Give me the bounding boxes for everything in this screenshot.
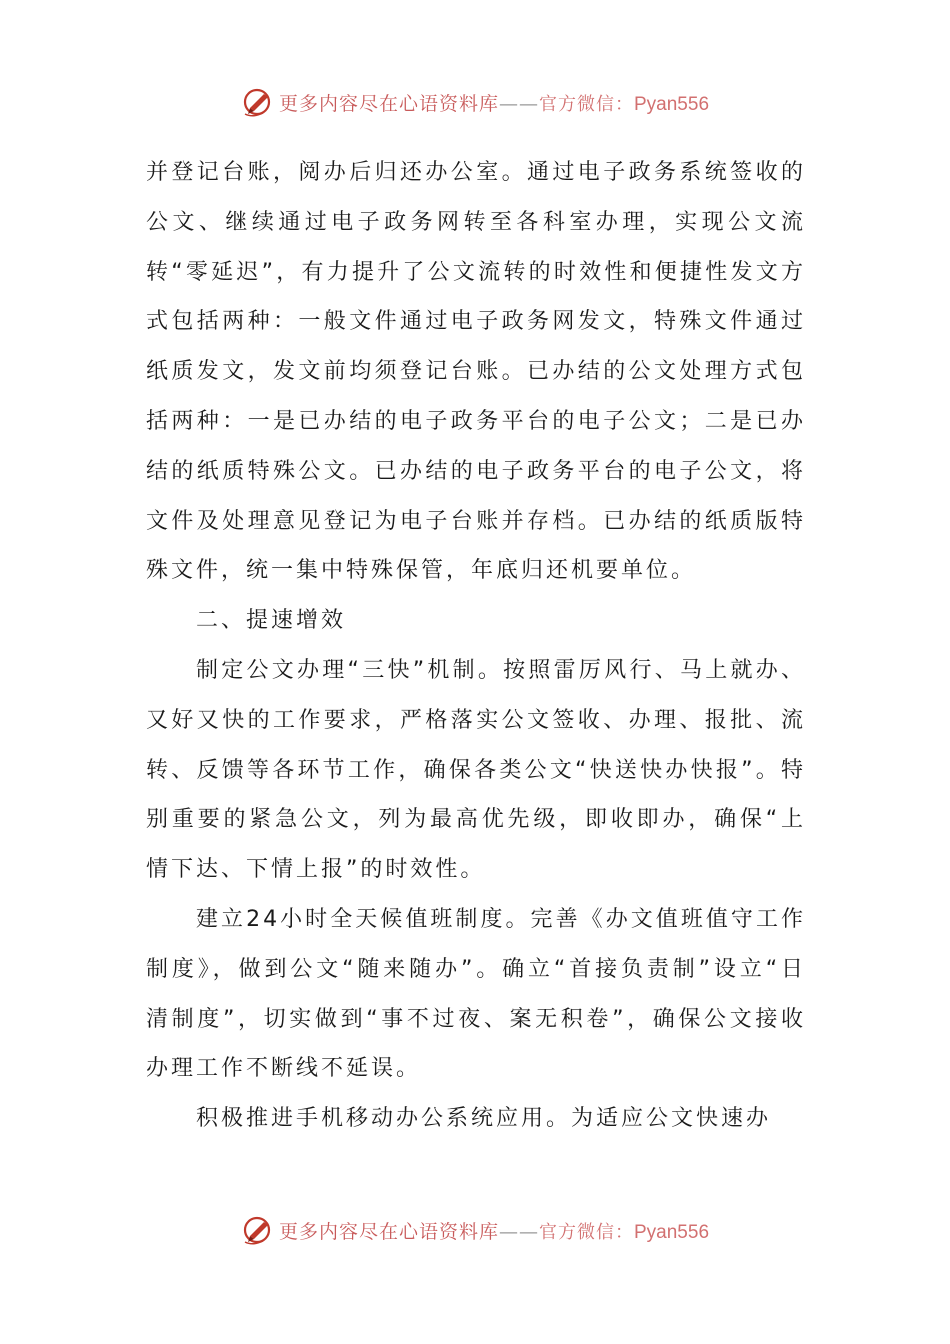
banner-text xyxy=(279,1217,709,1244)
banner-dash: —— xyxy=(499,92,539,115)
banner-wechat-label: 官方微信： xyxy=(539,93,634,115)
paragraph: 并登记台账，阅办后归还办公室。通过电子政务系统签收的公文、继续通过电子政务网转至各科室办理，实现公文流转“零延迟”，有力提升了公文流转的时效性和便捷性发文方式包括两种：一般文件通过电子政务网发文，特殊文件通过纸质发文，发文前均须登记台账。已办结的公文处理方式包括两种：一是已办结的电子政务平台的电子公文；二是已办结的纸质特殊公文。已办结的电子政务平台的电子公文，将文件及处理意见登记为电子台账并存档。已办结的纸质版特殊文件，统一集中特殊保管，年底归还机要单位。 xyxy=(146,160,806,584)
paragraph: 积极推进手机移动办公系统应用。为适应公文快速办 xyxy=(196,1106,772,1132)
banner-main-text: 更多内容尽在心语资料库 xyxy=(278,92,499,115)
banner-wechat-id: Pyan556 xyxy=(634,1221,710,1243)
section-heading: 二、提速增效 xyxy=(196,608,347,634)
banner-text xyxy=(279,89,709,116)
banner-main-text: 更多内容尽在心语资料库 xyxy=(278,1220,499,1243)
pen-logo-icon xyxy=(241,1213,275,1247)
pen-logo-icon xyxy=(241,85,275,119)
footer-banner xyxy=(0,1210,950,1250)
header-banner xyxy=(0,82,950,122)
paragraph: 建立24小时全天候值班制度。完善《办文值班值守工作制度》，做到公文“随来随办”。确立“首接负责制”设立“日清制度”，切实做到“事不过夜、案无积卷”，确保公文接收办理工作不断线不延误。 xyxy=(146,906,806,1082)
paragraph: 制定公文办理“三快”机制。按照雷厉风行、马上就办、又好又快的工作要求，严格落实公文签收、办理、报批、流转、反馈等各环节工作，确保各类公文“快送快办快报”。特别重要的紧急公文，列为最高优先级，即收即办，确保“上情下达、下情上报”的时效性。 xyxy=(146,657,806,883)
banner-dash: —— xyxy=(499,1220,539,1243)
body-text xyxy=(146,148,806,1144)
banner-wechat-id: Pyan556 xyxy=(634,93,710,115)
banner-wechat-label: 官方微信： xyxy=(539,1221,634,1243)
